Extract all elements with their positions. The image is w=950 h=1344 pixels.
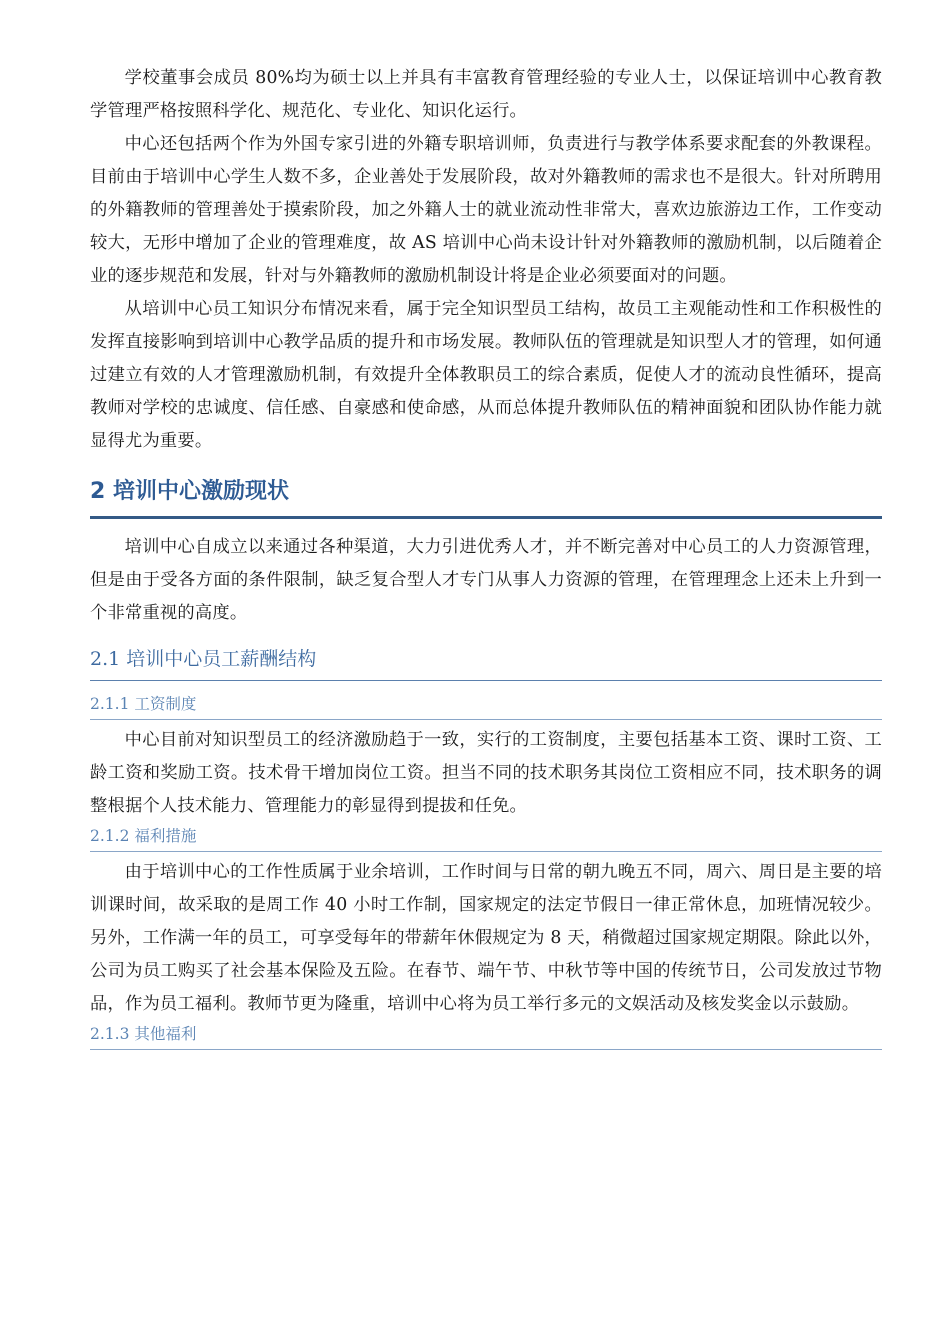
section-2-1-1-heading: 2.1.1 工资制度 bbox=[90, 691, 882, 720]
section-2-1-1-paragraph: 中心目前对知识型员工的经济激励趋于一致，实行的工资制度，主要包括基本工资、课时工资、工龄工资和奖励工资。技术骨干增加岗位工资。担当不同的技术职务其岗位工资相应不同，技术职务的调整根据个人技术能力、管理能力的彰显得到提拔和任免。 bbox=[90, 730, 882, 816]
section-2-1-2-heading: 2.1.2 福利措施 bbox=[90, 823, 882, 852]
section-2-paragraph: 培训中心自成立以来通过各种渠道，大力引进优秀人才，并不断完善对中心员工的人力资源管理，但是由于受各方面的条件限制，缺乏复合型人才专门从事人力资源的管理，在管理理念上还未上升到一个非常重视的高度。 bbox=[90, 537, 882, 623]
intro-paragraph-3: 从培训中心员工知识分布情况来看，属于完全知识型员工结构，故员工主观能动性和工作积极性的发挥直接影响到培训中心教学品质的提升和市场发展。教师队伍的管理就是知识型人才的管理，如何通过建立有效的人才管理激励机制，有效提升全体教职员工的综合素质，促使人才的流动良性循环，提高教师对学校的忠诚度、信任感、自豪感和使命感，从而总体提升教师队伍的精神面貌和团队协作能力就显得尤为重要。 bbox=[90, 299, 882, 451]
section-2-1-heading: 2.1 培训中心员工薪酬结构 bbox=[90, 642, 882, 681]
intro-paragraph-1: 学校董事会成员 80%均为硕士以上并具有丰富教育管理经验的专业人士，以保证培训中心教育教学管理严格按照科学化、规范化、专业化、知识化运行。 bbox=[90, 68, 882, 121]
document-page bbox=[90, 62, 882, 1054]
intro-paragraph-2: 中心还包括两个作为外国专家引进的外籍专职培训师，负责进行与教学体系要求配套的外教课程。目前由于培训中心学生人数不多，企业善处于发展阶段，故对外籍教师的需求也不是很大。针对所聘用的外籍教师的管理善处于摸索阶段，加之外籍人士的就业流动性非常大，喜欢边旅游边工作，工作变动较大，无形中增加了企业的管理难度，故 AS 培训中心尚未设计针对外籍教师的激励机制，以后随着企业的逐步规范和发展，针对与外籍教师的激励机制设计将是企业必须要面对的问题。 bbox=[90, 134, 882, 286]
section-2-1-2-paragraph: 由于培训中心的工作性质属于业余培训，工作时间与日常的朝九晚五不同，周六、周日是主要的培训课时间，故采取的是周工作 40 小时工作制，国家规定的法定节假日一律正常休息，加班情况较少。另外，工作满一年的员工，可享受每年的带薪年休假规定为 8 天，稍微超过国家规定期限。除此以外，公司为员工购买了社会基本保险及五险。在春节、端午节、中秋节等中国的传统节日，公司发放过节物品，作为员工福利。教师节更为隆重，培训中心将为员工举行多元的文娱活动及核发奖金以示鼓励。 bbox=[90, 862, 882, 1014]
section-2-1-3-heading: 2.1.3 其他福利 bbox=[90, 1021, 882, 1050]
section-2-heading: 2 培训中心激励现状 bbox=[90, 472, 882, 519]
